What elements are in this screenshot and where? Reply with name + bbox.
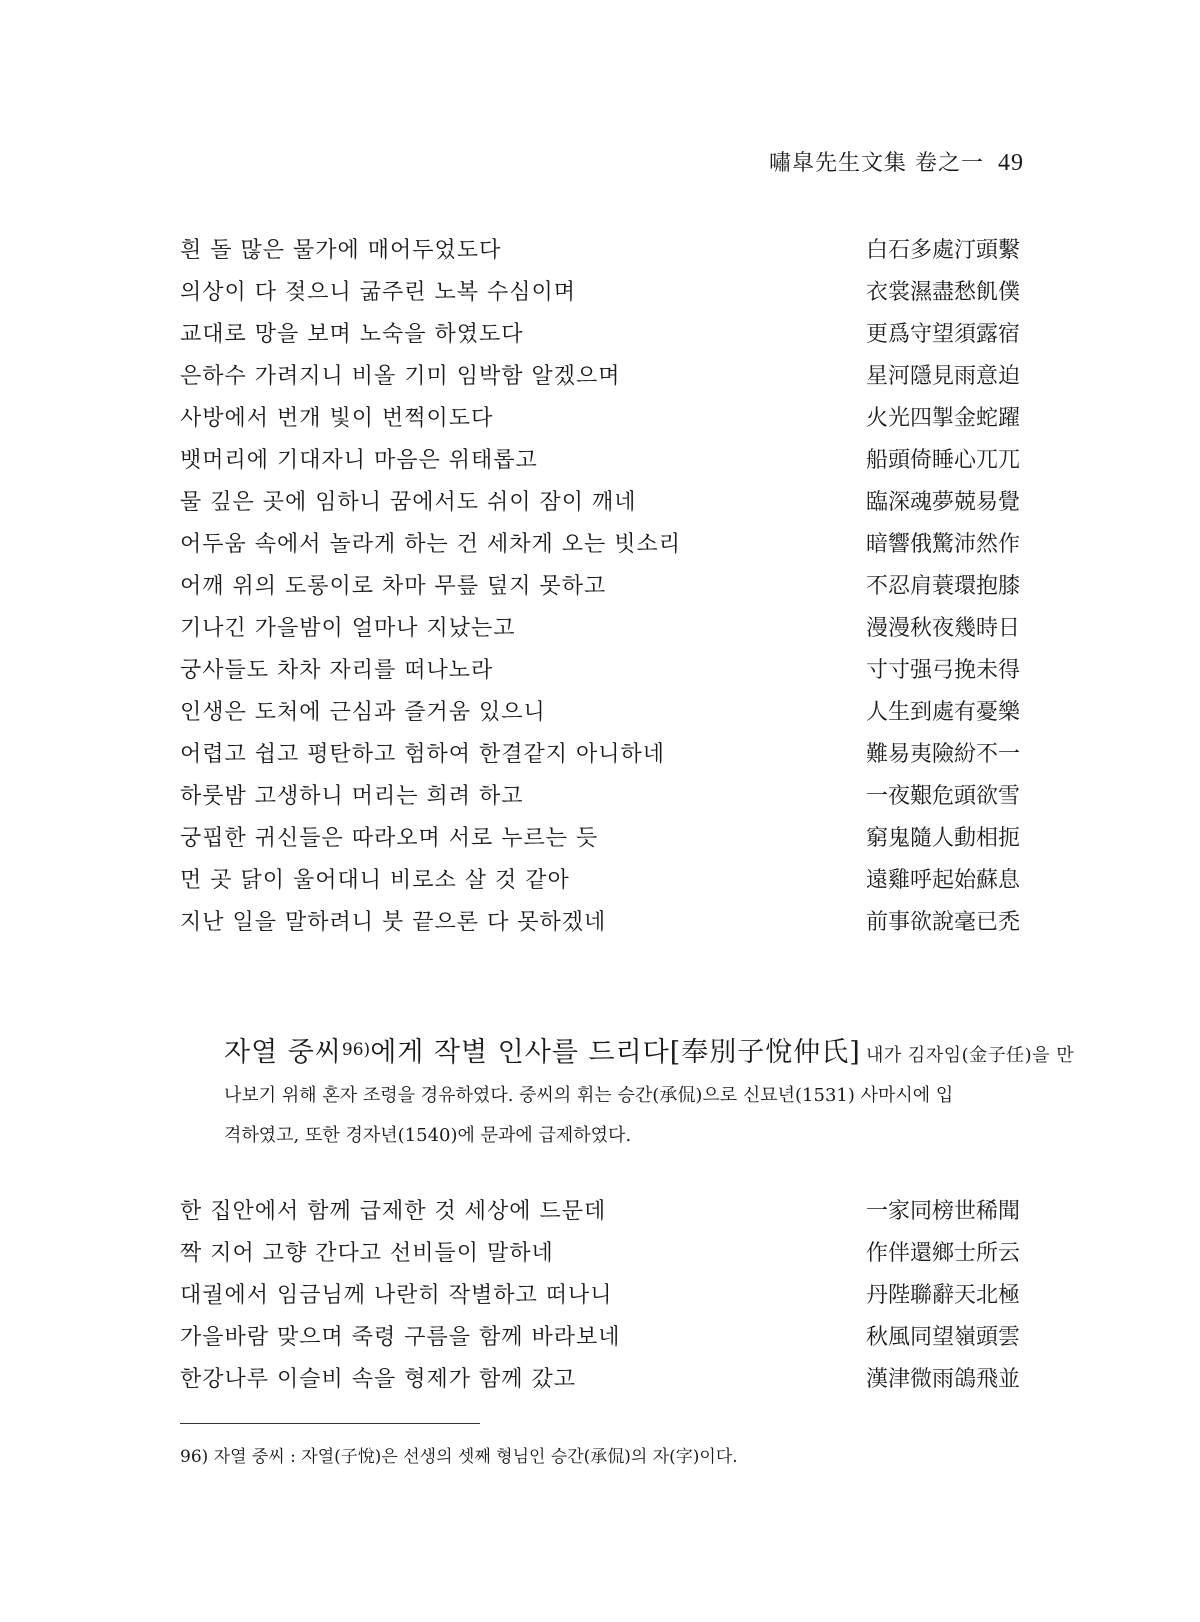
footnote: 96) 자열 중씨 : 자열(子悅)은 선생의 셋째 형님인 승간(承侃)의 자(字)이다. <box>180 1447 738 1467</box>
korean-translation: 은하수 가려지니 비올 기미 임박함 알겠으며 <box>180 364 621 389</box>
classical-chinese-original: 人生到處有憂樂 <box>865 700 1020 725</box>
korean-translation: 사방에서 번개 빛이 번쩍이도다 <box>180 406 494 431</box>
poem-line <box>180 482 1020 524</box>
section-heading <box>180 1030 1075 1156</box>
poem-block <box>180 1191 1020 1401</box>
korean-translation: 지난 일을 말하려니 붓 끝으론 다 못하겠네 <box>180 910 607 935</box>
poem-line <box>180 356 1020 398</box>
classical-chinese-original: 暗響俄驚沛然作 <box>865 532 1020 557</box>
poem-line <box>180 1191 1020 1233</box>
classical-chinese-original: 前事欲說毫已禿 <box>865 910 1020 935</box>
poem-line <box>180 650 1020 692</box>
classical-chinese-original: 作伴還鄉士所云 <box>865 1241 1020 1266</box>
korean-translation: 먼 곳 닭이 울어대니 비로소 살 것 같아 <box>180 868 570 893</box>
korean-translation: 어렵고 쉽고 평탄하고 험하여 한결같지 아니하네 <box>180 742 666 767</box>
poem-line <box>180 398 1020 440</box>
classical-chinese-original: 衣裳濕盡愁飢僕 <box>865 280 1020 305</box>
classical-chinese-original: 難易夷險紛不一 <box>865 742 1020 767</box>
korean-translation: 흰 돌 많은 물가에 매어두었도다 <box>180 238 502 263</box>
korean-translation: 인생은 도처에 근심과 즐거움 있으니 <box>180 700 546 725</box>
korean-translation: 뱃머리에 기대자니 마음은 위태롭고 <box>180 448 538 473</box>
section-title-rest: 에게 작별 인사를 드리다 <box>370 1037 670 1068</box>
korean-translation: 기나긴 가을밤이 얼마나 지났는고 <box>180 616 516 641</box>
korean-translation: 한 집안에서 함께 급제한 것 세상에 드문데 <box>180 1199 607 1224</box>
section-note: 내가 김자임(金子任)을 만 <box>865 1045 1075 1066</box>
korean-translation: 교대로 망을 보며 노숙을 하였도다 <box>180 322 524 347</box>
korean-translation: 가을바람 맞으며 죽령 구름을 함께 바라보네 <box>180 1325 621 1350</box>
poem-block <box>180 230 1020 944</box>
poem-line <box>180 272 1020 314</box>
classical-chinese-original: 秋風同望嶺頭雲 <box>865 1325 1020 1350</box>
classical-chinese-original: 一家同榜世稀聞 <box>865 1199 1020 1224</box>
section-title: 자열 중씨 <box>224 1037 342 1068</box>
poem-line <box>180 524 1020 566</box>
classical-chinese-original: 一夜艱危頭欲雪 <box>865 784 1020 809</box>
poem-line <box>180 1275 1020 1317</box>
section-note-line: 나보기 위해 혼자 조령을 경유하였다. 중씨의 휘는 승간(承侃)으로 신묘년(1531) 사마시에 입 <box>224 1085 954 1106</box>
classical-chinese-original: 更爲守望須露宿 <box>865 322 1020 347</box>
classical-chinese-original: 火光四掣金蛇躍 <box>865 406 1020 431</box>
poem-line <box>180 566 1020 608</box>
poem-line <box>180 1317 1020 1359</box>
poem-line <box>180 1233 1020 1275</box>
classical-chinese-original: 寸寸强弓挽未得 <box>865 658 1020 683</box>
classical-chinese-original: 船頭倚睡心兀兀 <box>865 448 1020 473</box>
poem-line <box>180 608 1020 650</box>
poem-line <box>180 902 1020 944</box>
poem-line <box>180 314 1020 356</box>
classical-chinese-original: 白石多處汀頭繫 <box>865 238 1020 263</box>
korean-translation: 궁핍한 귀신들은 따라오며 서로 누르는 듯 <box>180 826 599 851</box>
korean-translation: 궁사들도 차차 자리를 떠나노라 <box>180 658 494 683</box>
poem-line <box>180 776 1020 818</box>
poem-line <box>180 860 1020 902</box>
footnote-reference: 96) <box>341 1040 371 1060</box>
korean-translation: 하룻밤 고생하니 머리는 희려 하고 <box>180 784 524 809</box>
korean-translation: 어깨 위의 도롱이로 차마 무릎 덮지 못하고 <box>180 574 607 599</box>
classical-chinese-original: 臨深魂夢兢易覺 <box>865 490 1020 515</box>
poem-line <box>180 818 1020 860</box>
section-note-line: 격하였고, 또한 경자년(1540)에 문과에 급제하였다. <box>224 1125 632 1146</box>
classical-chinese-original: 丹陛聯辭天北極 <box>865 1283 1020 1308</box>
page-number: 49 <box>998 150 1024 176</box>
korean-translation: 의상이 다 젖으니 굶주린 노복 수심이며 <box>180 280 576 305</box>
classical-chinese-original: 遠雞呼起始蘇息 <box>865 868 1020 893</box>
korean-translation: 짝 지어 고향 간다고 선비들이 말하네 <box>180 1241 554 1266</box>
classical-chinese-original: 漢津微雨鴿飛並 <box>865 1367 1020 1392</box>
poem-line <box>180 440 1020 482</box>
korean-translation: 물 깊은 곳에 임하니 꿈에서도 쉬이 잠이 깨네 <box>180 490 637 515</box>
poem-line <box>180 734 1020 776</box>
korean-translation: 한강나루 이슬비 속을 형제가 함께 갔고 <box>180 1367 576 1392</box>
poem-line <box>180 1359 1020 1401</box>
footnote-divider <box>180 1423 480 1424</box>
running-header <box>769 146 1024 177</box>
korean-translation: 대궐에서 임금님께 나란히 작별하고 떠나니 <box>180 1283 613 1308</box>
classical-chinese-original: 星河隱見雨意迫 <box>865 364 1020 389</box>
classical-chinese-original: 窮鬼隨人動相扼 <box>865 826 1020 851</box>
classical-chinese-original: 漫漫秋夜幾時日 <box>865 616 1020 641</box>
classical-chinese-original: 不忍肩蓑環抱膝 <box>865 574 1020 599</box>
book-title: 嘯皐先生文集 卷之一 <box>769 151 984 176</box>
korean-translation: 어두움 속에서 놀라게 하는 건 세차게 오는 빗소리 <box>180 532 681 557</box>
poem-line <box>180 692 1020 734</box>
poem-line <box>180 230 1020 272</box>
section-title-hanja: [奉別子悅仲氏] <box>669 1037 861 1068</box>
